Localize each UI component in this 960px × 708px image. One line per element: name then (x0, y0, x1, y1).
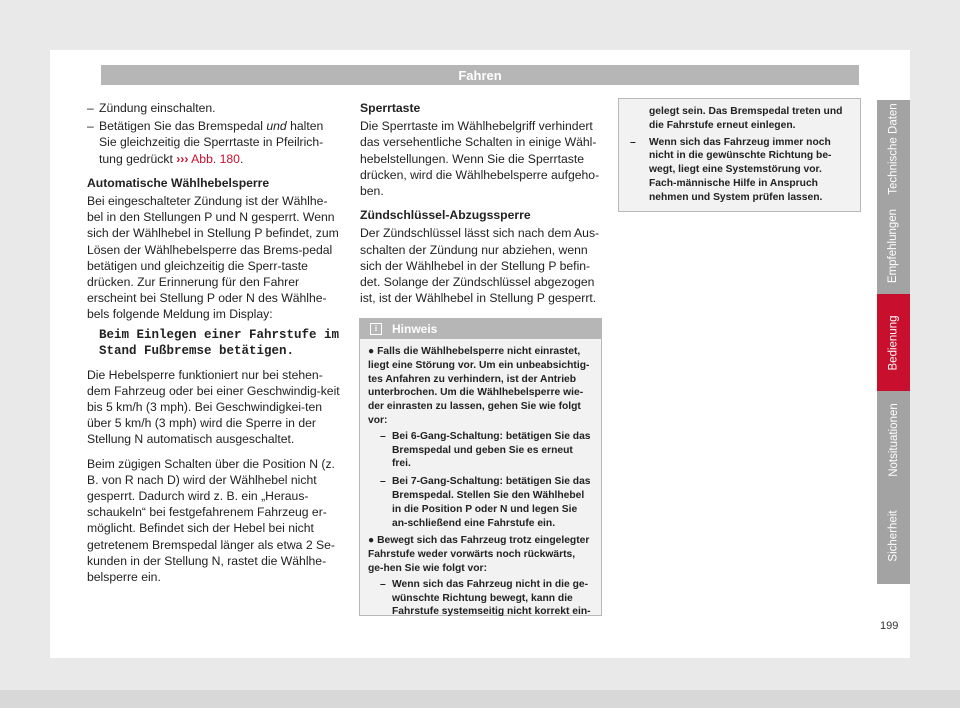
dash-marker: – (630, 136, 636, 148)
hint-sub-item (627, 136, 852, 205)
tab-label: Notsituationen (887, 402, 900, 477)
section-heading: Sperrtaste (360, 101, 421, 115)
tab-technische-daten[interactable] (877, 100, 910, 198)
page-number: 199 (880, 620, 899, 632)
hint-box (359, 318, 602, 616)
hint-bullet (368, 345, 593, 428)
step-text-end: . (239, 151, 244, 166)
step-item (87, 100, 343, 116)
dash-marker: – (380, 578, 386, 590)
tab-sicherheit[interactable] (877, 488, 910, 584)
figure-link[interactable]: Abb. 180 (191, 151, 240, 166)
dash-marker: – (87, 119, 94, 134)
hint-bullet-text: Falls die Wählhebelsperre nicht einrastet, liegt eine Störung vor. Um ein unbeabsichtig-tes Anfahren zu verhindern, ist der Antrieb unterbrochen. Um die Wählhebelsperre wie-der einrasten zu lassen, gehen Sie wie folgt vor: (368, 346, 590, 426)
display-message: Beim Einlegen einer Fahrstufe im Stand Fußbremse betätigen. (99, 327, 340, 358)
hint-sub-item (368, 578, 593, 619)
hint-bullet-text: Bewegt sich das Fahrzeug trotz eingelegter Fahrstufe weder vorwärts noch rückwärts, ge-hen Sie wie folgt vor: (368, 535, 590, 574)
tab-label: Sicherheit (887, 510, 900, 562)
emphasis-text: und (266, 119, 287, 134)
step-text: Zündung einschalten. (99, 101, 216, 115)
hint-header (360, 319, 601, 339)
hint-sub-item (368, 475, 593, 530)
tab-label: Technische Daten (887, 103, 900, 195)
footer-strip (0, 690, 960, 708)
continuation-text: gelegt sein. Das Bremspedal treten und die Fahrstufe erneut einlegen. (649, 106, 843, 131)
hint-continuation-body (619, 99, 860, 205)
page-header (101, 65, 859, 85)
tab-empfehlungen[interactable] (877, 197, 910, 294)
paragraph: Der Zündschlüssel lässt sich nach dem Aus-schalten der Zündung nur abziehen, wenn sich der Wählhebel in der Stellung P befin-det. Solange der Zündschlüssel abgezogen ist, ist der Wählhebel in Stellung P gesperrt. (360, 226, 600, 306)
step-text: Betätigen Sie das Bremspedal (99, 119, 267, 134)
hint-continuation-box (618, 98, 861, 212)
info-icon: i (370, 323, 382, 335)
hint-sub-text: Bei 6-Gang-Schaltung: betätigen Sie das Bremspedal und geben Sie es erneut frei. (392, 430, 591, 470)
bullet-icon: ● (368, 346, 375, 357)
tab-notsituationen[interactable] (877, 391, 910, 488)
column-left (87, 100, 343, 593)
hint-body (360, 339, 601, 619)
tab-bedienung[interactable] (877, 294, 910, 391)
section-heading: Automatische Wählhebelsperre (87, 175, 270, 190)
paragraph: Beim zügigen Schalten über die Position N (z. B. von R nach D) wird der Wählhebel nicht gesperrt. Dadurch wird z. B. ein „Heraus-schaukeln“ bei festgefahrenem Fahrzeug er-möglicht. Befindet sich der Hebel bei nicht getretenem Bremspedal länger als etwa 2 Se-kunden in der Stellung N, rastet die Wählhe-belsperre ein. (87, 456, 335, 585)
column-middle (360, 100, 605, 314)
section-heading: Zündschlüssel-Abzugssperre (360, 208, 531, 223)
hint-sub-text: Wenn sich das Fahrzeug nicht in die ge-wünschte Richtung bewegt, kann die Fahrstufe systemseitig nicht korrekt ein- (392, 578, 591, 618)
tab-label: Empfehlungen (887, 208, 900, 283)
bullet-icon: ● (368, 535, 375, 547)
hint-title: Hinweis (392, 322, 438, 336)
dash-marker: – (87, 101, 94, 115)
tab-label: Bedienung (887, 315, 900, 370)
dash-marker: – (380, 430, 386, 442)
hint-sub-item (368, 430, 593, 471)
paragraph: Die Hebelsperre funktioniert nur bei stehen-dem Fahrzeug oder bei einer Geschwindig-keit bis 5 km/h (3 mph). Bei Geschwindigkei-ten über 5 km/h (3 mph) wird die Sperre in der Stellung N automatisch ausgeschaltet. (87, 367, 340, 447)
ref-arrows-icon: ››› (176, 151, 189, 166)
step-text: halten Sie gleichzeitig die Sperrtaste in Pfeilrich-tung gedrückt (99, 119, 324, 166)
header-title: Fahren (458, 67, 502, 83)
hint-sub-text: Bei 7-Gang-Schaltung: betätigen Sie das Bremspedal. Stellen Sie den Wählhebel in die Position P oder N und legen Sie an-schließend eine Fahrstufe ein. (392, 476, 591, 529)
hint-sub-text: Wenn sich das Fahrzeug immer noch nicht in die gewünschte Richtung be-wegt, liegt eine Systemstörung vor. Fach-männische Hilfe in Anspruch nehmen und System prüfen lassen. (649, 136, 832, 203)
step-item (87, 118, 343, 167)
hint-bullet (368, 534, 593, 575)
dash-marker: – (380, 476, 386, 488)
paragraph: Die Sperrtaste im Wählhebelgriff verhindert das versehentliche Schalten in einige Wähl-hebelstellungen. Wenn Sie die Sperrtaste drücken, wird die Wählhebelsperre aufgeho-ben. (360, 119, 600, 199)
paragraph: Bei eingeschalteter Zündung ist der Wählhe-bel in den Stellungen P und N gesperrt. Wenn sich der Wählhebel in Stellung P befindet, zum Lösen der Wählhebelsperre das Brems-pedal betätigen und gleichzeitig die Sperr-taste drücken. Zur Erinnerung für den Fahrer erscheint bei Stellung P oder N des Wählhe-bels folgende Meldung im Display: (87, 194, 339, 322)
